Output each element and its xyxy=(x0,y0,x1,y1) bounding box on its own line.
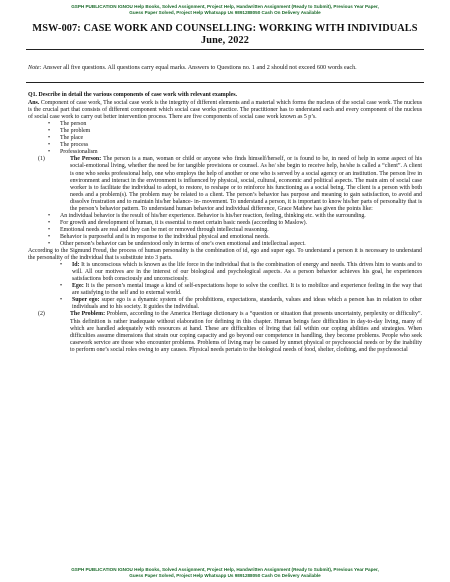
header-banner xyxy=(10,4,440,16)
term: Ego: xyxy=(72,283,84,290)
footer-banner-line2: Guess Paper Solved, Project Help Whatsapp Us 9891288050 Cash On Delivery Available xyxy=(129,573,321,578)
header-banner-line1: GSPH PUBLICATION IGNOU Help Books, Solved Assignment, Project Help, Handwritten Assignment (Ready to Submit), Previous Year Paper, xyxy=(71,4,379,9)
title-line1: MSW-007: CASE WORK AND COUNSELLING: WORKING WITH INDIVIDUALS xyxy=(32,23,418,34)
instructions-note xyxy=(28,65,422,72)
behavior-points-list xyxy=(28,213,422,248)
freud-paragraph: According to the Sigmund Freud, the process of human personality is the combination of id, ego and super ego. To understand a person it is necessary to understand the personality of the individual that is substitute into 3 parts. xyxy=(28,248,422,262)
footer-banner xyxy=(10,567,440,579)
list-item xyxy=(72,283,422,297)
term: Id: xyxy=(72,262,80,269)
term-text: super ego is a dynamic system of the prohibitions, expectations, standards, values and ideas which a person has in relation to other individuals and to his society. It guides the individual. xyxy=(72,297,423,311)
document-body xyxy=(28,87,422,354)
footer-banner-line1: GSPH PUBLICATION IGNOU Help Books, Solved Assignment, Project Help, Handwritten Assignment (Ready to Submit), Previous Year Paper, xyxy=(71,567,379,572)
section-number: (1) xyxy=(38,156,45,163)
page-title xyxy=(10,23,440,47)
list-item: • The process xyxy=(60,142,422,149)
list-item: • The person xyxy=(60,121,422,128)
section-problem xyxy=(28,311,422,353)
section-text: The person is a man, woman or child or anyone who finds himself/herself, or is found to be, in need of help in some aspect of his social-emotional living, whether the need be for tangible provisions or counsel. As he/ she begin to receive help, he/she is called a “client”. A client is one who seeks professional help, one who employs the help of another or one who is served by a social agency or an institution. The person live in environment and interact in the environment is influenced by physical, social, cultural, economic and political aspects. The main aim of social case worker is to facilitate the individual to adopt, to restore, to reshape or to reinforce his functioning as a social being. The client is a person with both needs and a problem(s). The problem may be related to a client. The person’s behavior has purpose and meaning to gain satisfaction, to avoid and dissolve frustration and to maintain his/her balance- in- movement. To understand a person, it is important to know his/her parts of personality that is the person’s behavior pattern. To understand human behavior and individual difference, Grace Mathew has given the points like: xyxy=(70,156,422,212)
note-label: Note: xyxy=(28,65,42,71)
section-label: The Person: xyxy=(70,156,102,163)
list-item: • Other person’s behavior can be understood only in terms of one’s own emotional and intellectual aspect. xyxy=(60,241,422,248)
title-line2: June, 2022 xyxy=(201,35,249,46)
header-banner-line2: Guess Paper Solved, Project Help Whatsapp Us 9891288050 Cash On Delivery Available xyxy=(129,10,321,15)
answer-intro xyxy=(28,100,422,121)
section-number: (2) xyxy=(38,311,45,318)
list-item xyxy=(72,297,422,311)
list-item: • Emotional needs are real and they can be met or removed through intellectual reasoning. xyxy=(60,227,422,234)
list-item: • The place xyxy=(60,135,422,142)
section-text: Problem, according to the America Heritage dictionary is a “question or situation that presents uncertainty, perplexity or difficulty”. This definition is rather inadequate without elaboration for defining in this chapter. Human beings face difficulties in day-to-day living, many of which are handled adequately with resources at hand. These are difficulties of living that fall within our coping abilities and strategies. When difficulties assume dimensions that strain our coping capacity and go beyond our competence in handling, they become problems. People who seek casework service are those who encounter problems. Problems of living may be caused by unmet physical or psychosocial needs or by the inability to perform one’s social roles owing to any causes. Physical needs pertain to the biological needs of food, shelter, clothing, and the psychosocial xyxy=(70,311,422,353)
term-text: It is unconscious which is known as the life force in the individual that is the combination of energy and needs. This drives him to wants and to will. All our motives are in the interest of our biological and psychological aspects. As a person behavior achieves his goal, he experiences satisfactions both consciously and unconsciously. xyxy=(72,262,422,283)
note-text: Answer all five questions. All questions carry equal marks. Answers to Questions no. 1 and 2 should not exceed 600 words each. xyxy=(41,65,357,71)
term: Super ego: xyxy=(72,297,100,304)
list-item: • An individual behavior is the result of his/her experience. Behavior is his/her reaction, feeling, thinking etc. with the surrounding. xyxy=(60,213,422,220)
section-person xyxy=(28,156,422,212)
answer-label: Ans. xyxy=(28,100,40,107)
question-heading: Q1. Describe in detail the various components of case work with relevant examples. xyxy=(28,92,237,98)
list-item xyxy=(72,262,422,283)
list-item: • Professionalism xyxy=(60,149,422,156)
list-item: • For growth and development of human, it is essential to meet certain basic needs (according to Maslow). xyxy=(60,220,422,227)
note-rule xyxy=(26,82,424,83)
section-label: The Problem: xyxy=(70,311,106,318)
list-item: • Behavior is purposeful and is in response to the individual physical and emotional needs. xyxy=(60,234,422,241)
list-item: • The problem xyxy=(60,128,422,135)
personality-parts-list xyxy=(28,262,422,311)
term-text: It is the person’s mental image a kind of self-expectations hope to solve the conflict. It is to mobilize and experience feeling in the way that are satisfying to the self and to external world. xyxy=(72,283,422,297)
components-list xyxy=(28,121,422,156)
answer-intro-text: Component of case work, The social case work is the integrity of different elements and a material which forms the nucleus of the social case work. The nucleus is the crucial part that consists of different component which social case works practice. The practitioner has to understand each and every component of the nucleus of social case work to carry out better intervention process. There are five components of social case work known as 5 p’s. xyxy=(28,100,422,121)
top-rule xyxy=(26,49,424,50)
